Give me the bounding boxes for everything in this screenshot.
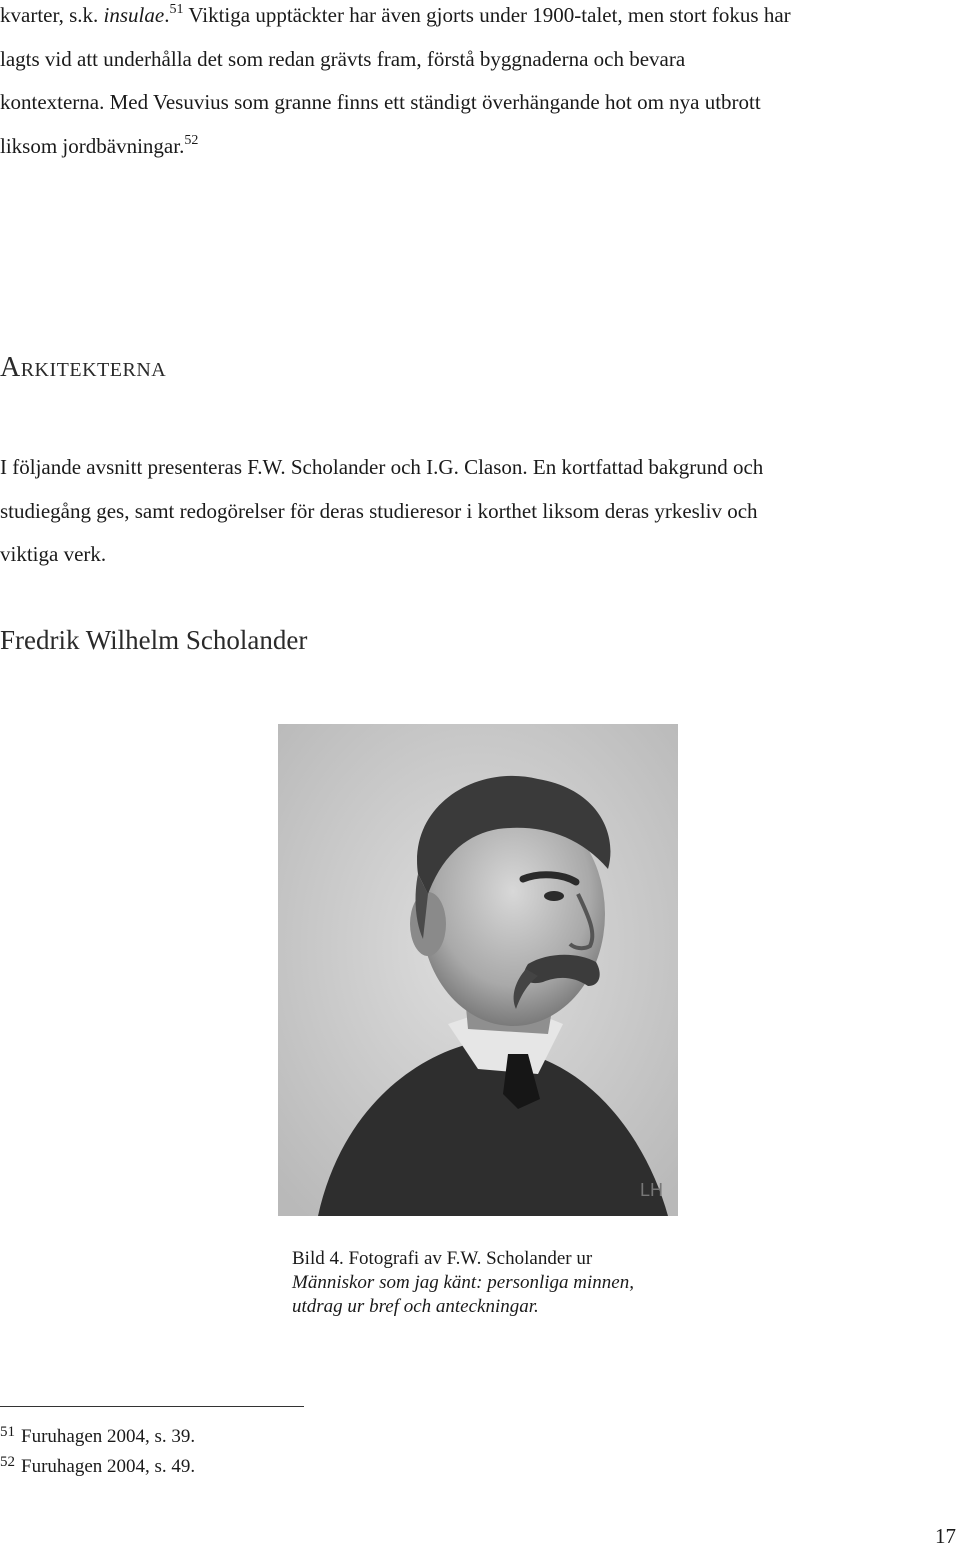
paragraph-line: I följande avsnitt presenteras F.W. Scholander och I.G. Clason. En kortfattad bakgrund och: [0, 455, 764, 479]
text-run: kvarter, s.k.: [0, 3, 104, 27]
footnote-ref-52[interactable]: 52: [184, 132, 199, 148]
text-run: Viktiga upptäckter har även gjorts under 1900-talet, men stort fokus har: [183, 3, 791, 27]
text-run: liksom jordbävningar.: [0, 133, 185, 158]
paragraph-line: viktiga verk.: [0, 542, 107, 566]
body-paragraph-2: [0, 446, 950, 577]
footnote-text: Furuhagen 2004, s. 49.: [21, 1456, 196, 1477]
footnote-number: 51: [0, 1424, 15, 1440]
paragraph-line: [0, 0, 950, 38]
text-run: .: [164, 3, 170, 27]
footnote-51: [0, 1420, 195, 1449]
paragraph-line: lagts vid att underhålla det som redan grävts fram, förstå byggnaderna och bevara: [0, 46, 686, 71]
italic-term: insulae: [103, 3, 165, 27]
caption-line-italic: Människor som jag känt: personliga minnen,: [292, 1272, 634, 1293]
paragraph-line: kontexterna. Med Vesuvius som granne finns ett ständigt överhängande hot om nya utbrott: [0, 90, 761, 114]
page-number: 17: [935, 1524, 956, 1548]
caption-line: Bild 4. Fotografi av F.W. Scholander ur: [292, 1248, 593, 1269]
footnote-text: Furuhagen 2004, s. 39.: [21, 1426, 196, 1447]
caption-line-italic: utdrag ur bref och anteckningar.: [292, 1296, 539, 1317]
footnote-number: 52: [0, 1454, 15, 1470]
footnote-52: [0, 1450, 195, 1479]
body-paragraph-1: [0, 0, 950, 168]
footnote-divider: [0, 1406, 304, 1407]
section-heading: Arkitekterna: [0, 352, 167, 383]
footnote-ref-51[interactable]: 51: [169, 2, 184, 17]
paragraph-line: [0, 125, 950, 169]
paragraph-line: studiegång ges, samt redogörelser för deras studieresor i korthet liksom deras yrkesliv och: [0, 498, 758, 523]
photo-monogram: LH: [640, 1180, 664, 1200]
subsection-heading: Fredrik Wilhelm Scholander: [0, 625, 308, 655]
portrait-photo: [278, 724, 678, 1216]
figure-caption: [292, 1247, 732, 1319]
portrait-illustration: [278, 724, 678, 1216]
